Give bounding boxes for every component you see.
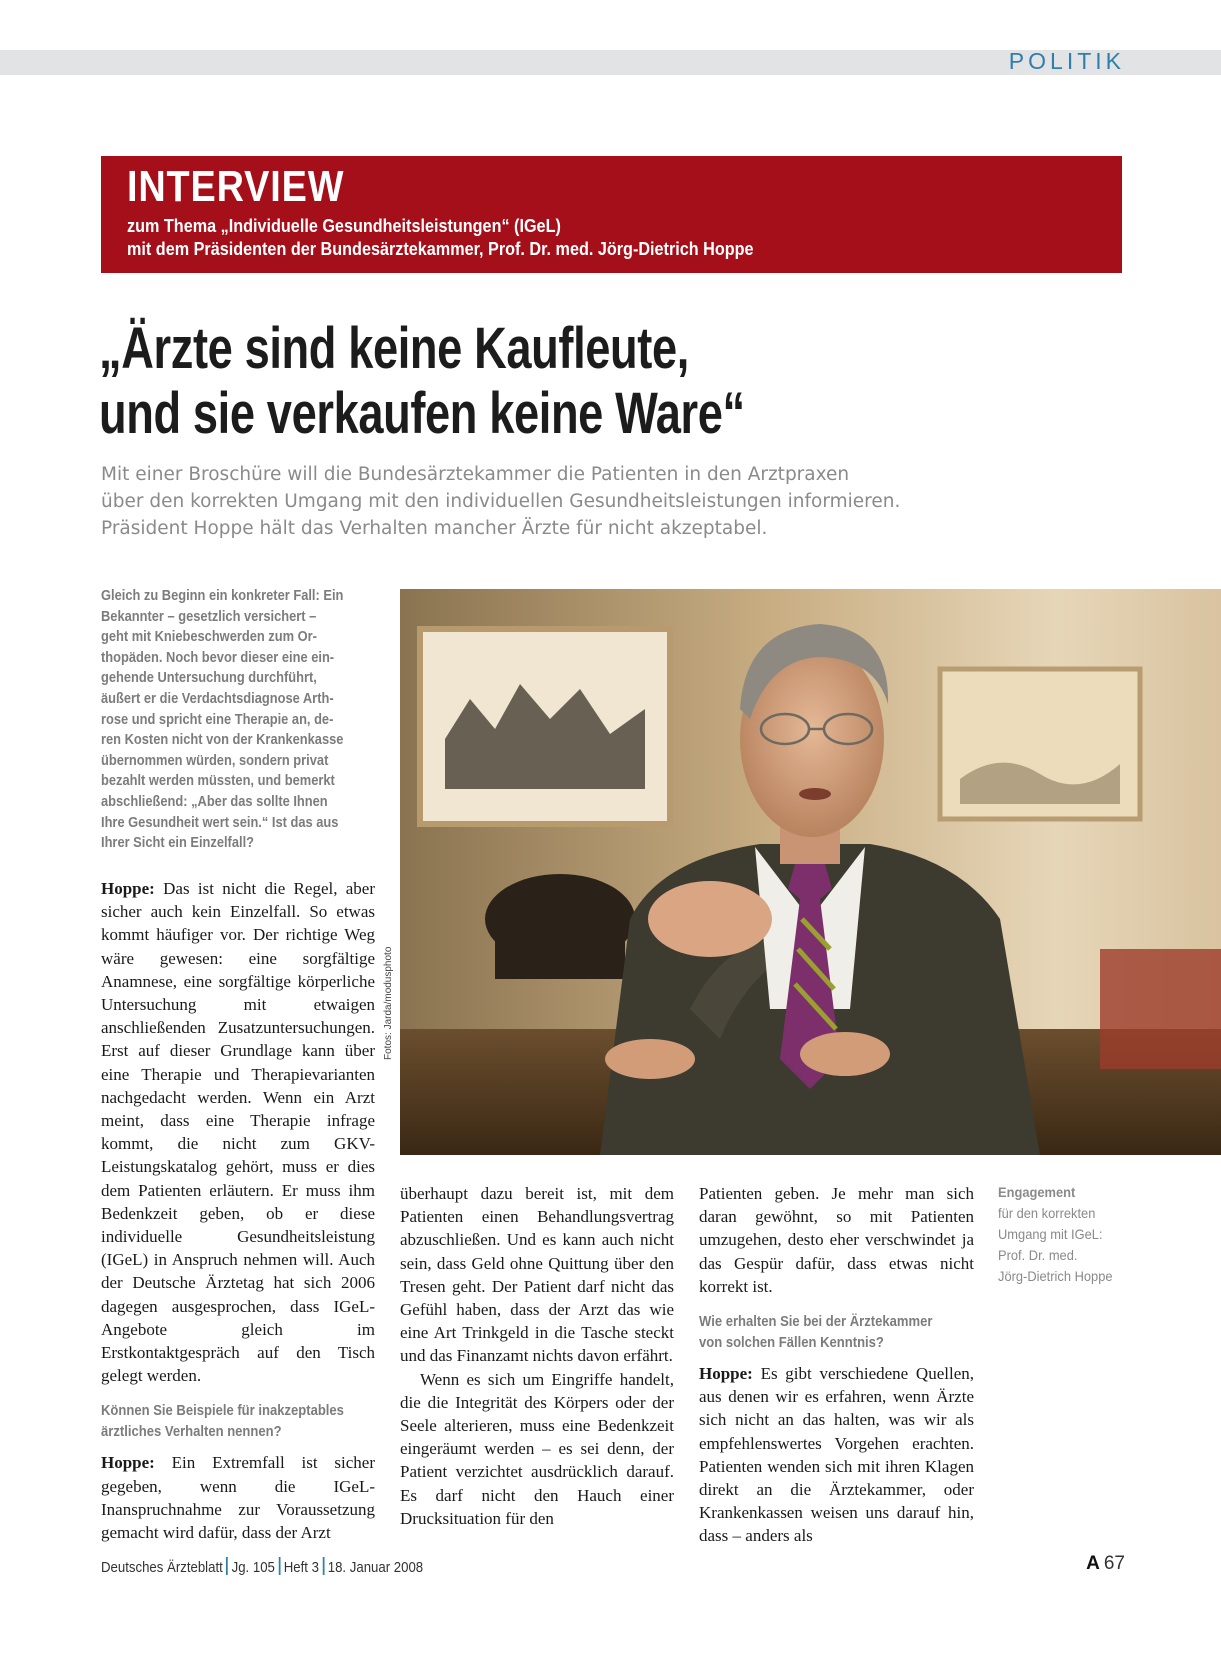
footer-separator: [226, 1557, 228, 1575]
caption-line: Prof. Dr. med.: [998, 1247, 1078, 1263]
answer-text: Das ist nicht die Regel, aber sicher auch kein Einzelfall. So etwas kommt häufiger vor. Der richtige Weg wäre gewesen: eine sorgfältige Anamnese, eine sorgfältige körperliche Untersuchung mit etwaigen anschließenden Zusatzuntersuchungen. Erst auf dieser Grundlage kann über eine Therapie und Therapievarianten nachgedacht werden. Wenn ein Arzt meint, dass eine Therapie infrage kommt, die nicht zum GKV-Leistungskatalog gehört, muss er dies dem Patienten erläutern. Er muss ihm Bedenkzeit geben, ob er diese individuelle Gesundheitsleistung (IGeL) in Anspruch nehmen will. Auch der Deutsche Ärztetag hat sich 2006 dagegen ausgesprochen, dass IGeL-Angebote gleich im Erstkontaktgespräch auf den Tisch gelegt werden.: [101, 879, 376, 1386]
intro-question: [101, 586, 376, 854]
speaker-label: Hoppe:: [699, 1364, 753, 1384]
question-line: ren Kosten nicht von der Krankenkasse: [101, 732, 344, 749]
footer-citation: [101, 1557, 423, 1576]
question-line: bezahlt werden müssten, und bemerkt: [101, 773, 335, 790]
speaker-label: Hoppe:: [101, 1453, 155, 1473]
section-label: POLITIK: [1008, 48, 1125, 74]
question-line: Wie erhalten Sie bei der Ärztekammer: [699, 1314, 933, 1331]
answer-text: Es gibt verschiedene Quellen, aus denen wir es erfahren, wenn Ärzte sich nicht an das halten, was wir als empfehlenswertes Vorgehen erachten. Patienten wenden sich mit ihren Klagen direkt an die Ärztekammer, oder Krankenkassen weisen uns darauf hin, dass – anders als: [699, 1364, 974, 1546]
footer-separator: [278, 1557, 280, 1575]
question-line: äußert er die Verdachtsdiagnose Arth-: [101, 690, 334, 707]
column-2: [400, 1182, 674, 1530]
answer-paragraph: [699, 1362, 974, 1548]
photo-caption: [998, 1182, 1123, 1287]
caption-line: für den korrekten: [998, 1205, 1096, 1221]
question-3: [699, 1312, 974, 1354]
footer-separator: [322, 1557, 324, 1575]
page-prefix: A: [1086, 1553, 1100, 1574]
caption-line: Umgang mit IGeL:: [998, 1226, 1103, 1242]
lead-line: Mit einer Broschüre will die Bundesärztekammer die Patienten in den Arztpraxen: [101, 464, 850, 485]
caption-title: Engagement: [998, 1184, 1076, 1200]
page-number: [1086, 1553, 1125, 1575]
interview-topic: zum Thema „Individuelle Gesundheitsleistungen“ (IGeL): [127, 216, 561, 236]
question-line: Gleich zu Beginn ein konkreter Fall: Ein: [101, 588, 344, 604]
body-paragraph: Wenn es sich um Eingriffe handelt, die die Integrität des Körpers oder der Seele alterieren, muss eine Bedenkzeit eingeräumt werden – es sei denn, der Patient verzichtet ausdrücklich darauf. Es darf nicht den Hauch einer Drucksituation für den: [400, 1369, 674, 1528]
question-line: rose und spricht eine Therapie an, de-: [101, 711, 334, 728]
column-3: [699, 1182, 974, 1548]
interview-label: INTERVIEW: [127, 162, 345, 211]
footer-issue: Heft 3: [283, 1559, 319, 1576]
lead-line: über den korrekten Umgang mit den individuellen Gesundheitsleistungen informieren.: [101, 491, 901, 512]
lead-paragraph: [101, 461, 1101, 542]
question-line: geht mit Kniebeschwerden zum Or-: [101, 629, 317, 646]
interview-banner: [101, 156, 1122, 273]
footer-journal: Deutsches Ärzteblatt: [101, 1559, 223, 1576]
column-1: [101, 877, 375, 1544]
page-number-value: 67: [1103, 1553, 1125, 1574]
headline-line: und sie verkaufen keine Ware“: [99, 381, 745, 446]
question-line: ärztliches Verhalten nennen?: [101, 1424, 282, 1441]
photo-credit: Fotos: Jarda/modusphoto: [383, 946, 394, 1060]
caption-line: Jörg-Dietrich Hoppe: [998, 1268, 1113, 1284]
question-line: abschließend: „Aber das sollte Ihnen: [101, 793, 328, 810]
portrait-photo-image: [400, 589, 1221, 1155]
lead-line: Präsident Hoppe hält das Verhalten mancher Ärzte für nicht akzeptabel.: [101, 518, 768, 539]
footer-date: 18. Januar 2008: [327, 1559, 424, 1576]
question-line: Ihre Gesundheit wert sein.“ Ist das aus: [101, 814, 339, 831]
body-paragraph: überhaupt dazu bereit ist, mit dem Patienten einen Behandlungsvertrag abzuschließen. Und es kann auch nicht sein, dass Geld ohne Quittung über den Tresen geht. Der Patient darf nicht das Gefühl haben, dass der Arzt das wie eine Art Trinkgeld in die Tasche steckt und das Finanzamt nichts davon erfährt.: [400, 1184, 674, 1366]
headline: [99, 316, 745, 446]
answer-text: Ein Extremfall ist sicher gegeben, wenn die IGeL-Inanspruchnahme zur Voraussetzung gemacht wird dafür, dass der Arzt: [101, 1453, 376, 1543]
question-line: thopäden. Noch bevor dieser eine ein-: [101, 649, 335, 666]
footer-volume: Jg. 105: [231, 1559, 275, 1576]
headline-line: „Ärzte sind keine Kaufleute,: [99, 316, 689, 381]
interview-partner: mit dem Präsidenten der Bundesärztekammer, Prof. Dr. med. Jörg-Dietrich Hoppe: [127, 239, 754, 259]
portrait-photo: [400, 589, 1221, 1155]
speaker-label: Hoppe:: [101, 879, 155, 898]
question-line: Bekannter – gesetzlich versichert –: [101, 608, 317, 625]
question-line: von solchen Fällen Kenntnis?: [699, 1335, 884, 1352]
body-paragraph: Patienten geben. Je mehr man sich daran gewöhnt, so mit Patienten umzugehen, desto eher verschwindet ja das Gespür dafür, dass etwas nicht korrekt ist.: [699, 1184, 974, 1296]
question-line: Ihrer Sicht ein Einzelfall?: [101, 835, 255, 852]
question-2: [101, 1401, 375, 1443]
question-line: gehende Untersuchung durchführt,: [101, 670, 317, 687]
answer-paragraph: [101, 877, 375, 1387]
question-line: Können Sie Beispiele für inakzeptables: [101, 1403, 344, 1420]
answer-paragraph: [101, 1451, 375, 1544]
question-line: übernommen würden, sondern privat: [101, 752, 329, 769]
